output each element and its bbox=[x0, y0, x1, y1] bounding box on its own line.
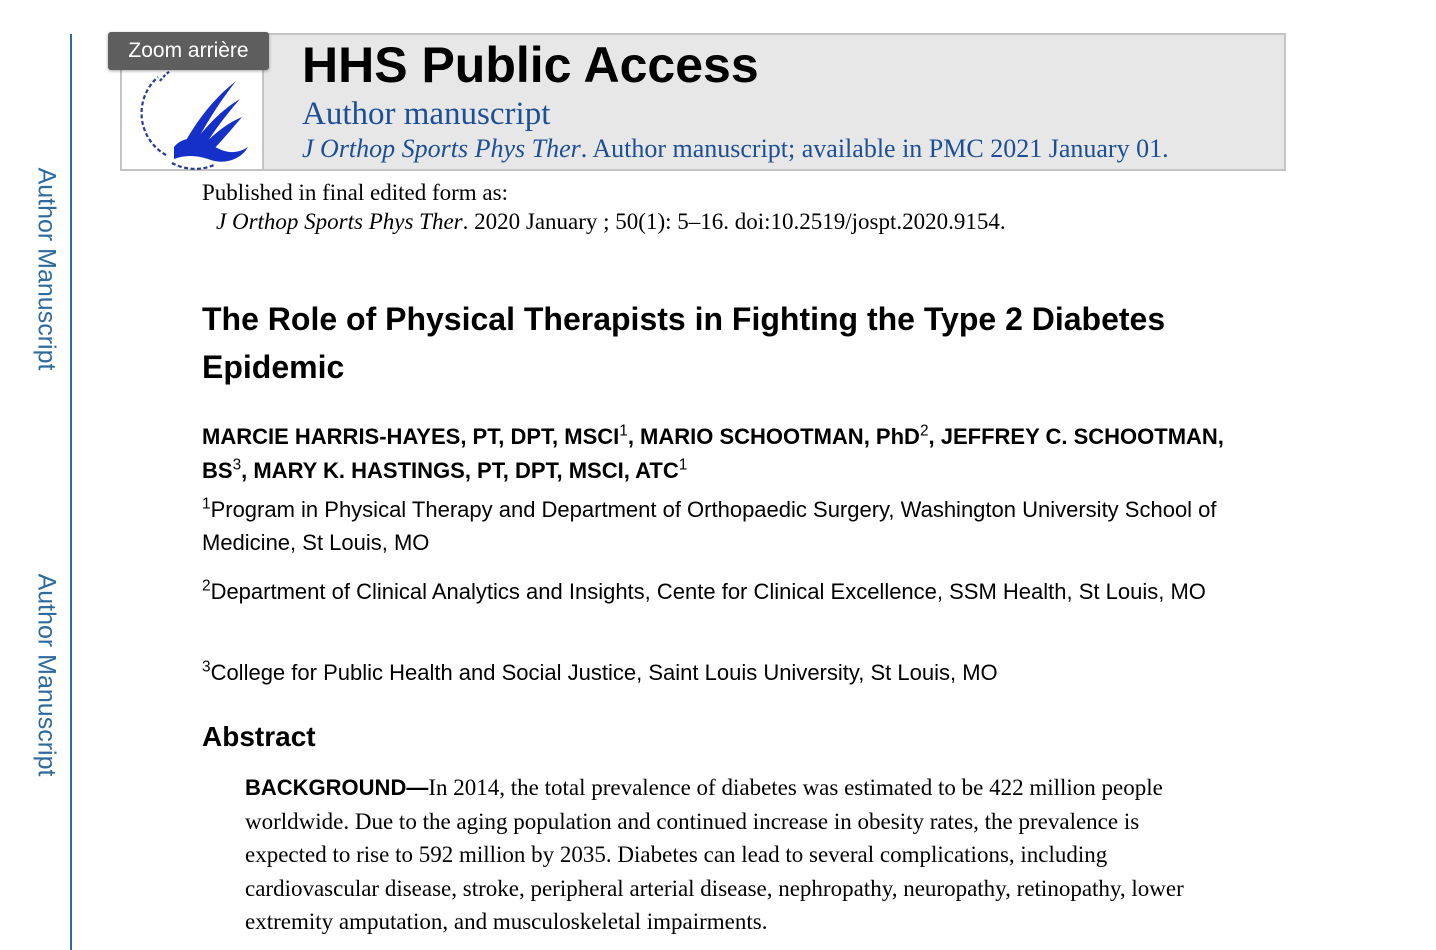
article-title: The Role of Physical Therapists in Fighting the Type 2 Diabetes Epidemic bbox=[202, 301, 1166, 385]
background-text: In 2014, the total prevalence of diabetes was estimated to be 422 million people worldwide. Due to the aging population and continued increase in obesity rates, the prevalence is expected to rise to 592 million by 2035. Diabetes can lead to several complications, including cardiovascular disease, stroke, peripheral arterial disease, nephropathy, neuropathy, retinopathy, lower extremity amputation, and musculoskeletal impairments. bbox=[245, 775, 1184, 935]
citation-details: . 2020 January ; 50(1): 5–16. doi:10.2519/jospt.2020.9154. bbox=[462, 209, 1006, 234]
published-form-label: Published in final edited form as: bbox=[202, 180, 508, 205]
citation-journal: J Orthop Sports Phys Ther bbox=[216, 209, 463, 234]
sidebar-label-author-manuscript: Author Manuscript bbox=[32, 573, 61, 777]
citation-line bbox=[216, 207, 1006, 236]
author-affiliation-mark: 1 bbox=[619, 422, 628, 440]
abstract-heading: Abstract bbox=[202, 721, 316, 752]
affiliation-2 bbox=[202, 575, 1242, 608]
author-name: MARCIE HARRIS-HAYES, PT, DPT, MSCI bbox=[202, 424, 620, 449]
affiliation-mark: 3 bbox=[202, 658, 211, 676]
author-name: JEFFREY C. SCHOOTMAN, BS bbox=[202, 424, 1224, 483]
author-list: MARCIE HARRIS-HAYES, PT, DPT, MSCI$^1$, MARIO SCHOOTMAN, PhD$^2$, JEFFREY C. SCHOOTMAN, $BS^3$, MARY K. HASTINGS, PT, DPT, MSCI, ATC$^1$ bbox=[202, 422, 1224, 483]
abstract-background-paragraph bbox=[245, 771, 1205, 939]
author-affiliation-mark: 3 bbox=[232, 456, 242, 474]
affiliation-text: Department of Clinical Analytics and Insights, Cente for Clinical Excellence, SSM Health, St Louis, MO bbox=[210, 579, 1206, 604]
author-manuscript-subtitle: Author manuscript bbox=[302, 96, 551, 132]
journal-availability-line bbox=[302, 133, 1169, 165]
affiliation-text: Program in Physical Therapy and Department of Orthopaedic Surgery, Washington University School of Medicine, St Louis, MO bbox=[202, 497, 1217, 555]
availability-text: . Author manuscript; available in PMC 2021 January 01. bbox=[580, 134, 1169, 163]
author-name: MARIO SCHOOTMAN, PhD bbox=[640, 424, 920, 449]
background-label: BACKGROUND— bbox=[245, 775, 429, 800]
author-name: MARY K. HASTINGS, PT, DPT, MSCI, ATC bbox=[253, 458, 679, 483]
zoom-out-tooltip: Zoom arrière bbox=[108, 32, 269, 70]
affiliation-3 bbox=[202, 656, 1242, 689]
affiliation-mark: 2 bbox=[202, 577, 211, 595]
author-affiliation-mark: 2 bbox=[919, 422, 929, 440]
affiliation-mark: 1 bbox=[202, 495, 211, 513]
journal-abbrev: J Orthop Sports Phys Ther bbox=[302, 134, 581, 163]
affiliation-text: College for Public Health and Social Justice, Saint Louis University, St Louis, MO bbox=[210, 660, 998, 685]
author-affiliation-mark: 1 bbox=[678, 456, 688, 474]
sidebar-label-author-manuscript: Author Manuscript bbox=[32, 167, 61, 371]
affiliation-1 bbox=[202, 493, 1242, 559]
hhs-eagle-seal-icon bbox=[136, 59, 250, 171]
hhs-public-access-title: HHS Public Access bbox=[302, 37, 759, 93]
sidebar-rule bbox=[70, 34, 72, 950]
